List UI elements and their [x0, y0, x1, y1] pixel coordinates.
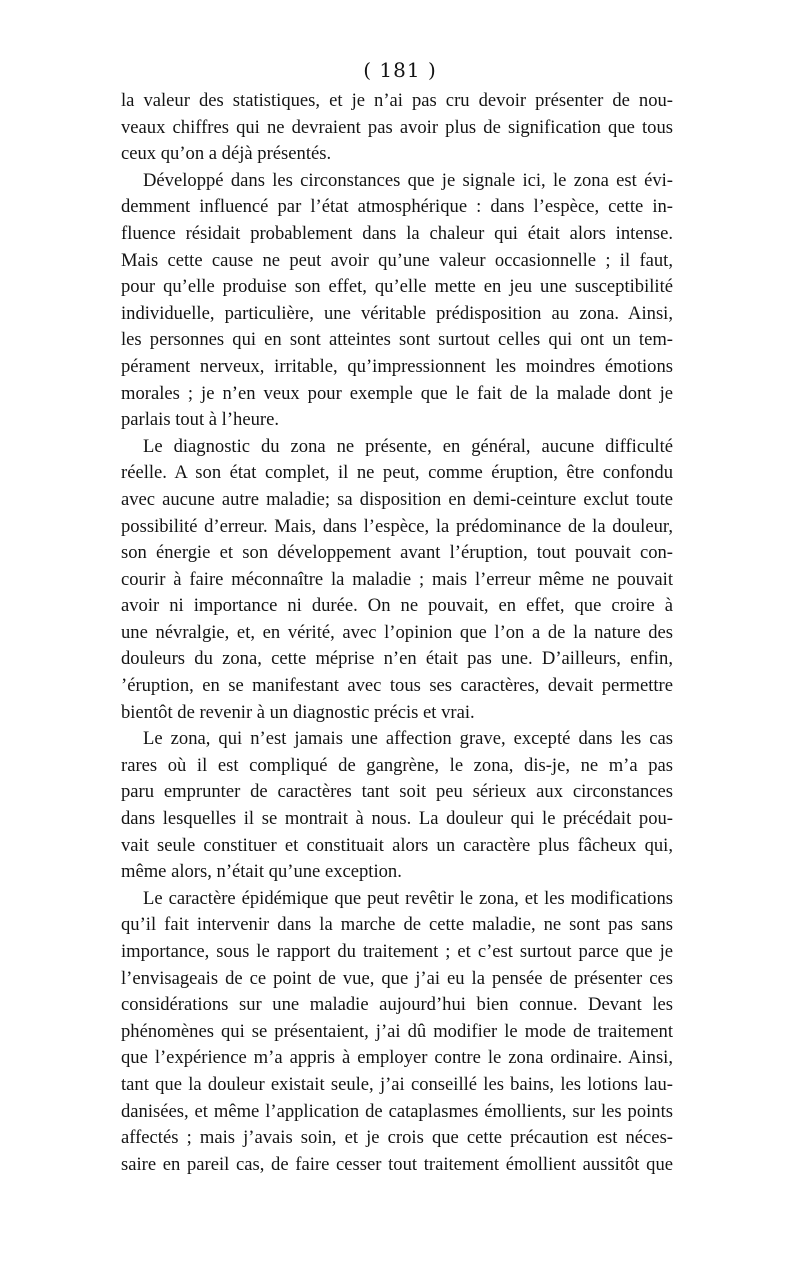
page-number: ( 181 ) — [363, 58, 437, 82]
text-line: dans lesquelles il se montrait à nous. La douleur qui le précédait pou- — [121, 808, 673, 830]
text-line: Le zona, qui n’est jamais une affection grave, excepté dans les cas — [143, 728, 673, 750]
text-line: saire en pareil cas, de faire cesser tout traitement émollient aussitôt que — [121, 1153, 673, 1175]
text-line: Mais cette cause ne peut avoir qu’une valeur occasionnelle ; il faut, — [121, 249, 673, 271]
text-line: ’éruption, en se manifestant avec tous ses caractères, devait permettre — [121, 675, 673, 697]
text-line: phénomènes qui se présentaient, j’ai dû modifier le mode de traitement — [121, 1020, 673, 1042]
text-line: paru emprunter de caractères tant soit peu sérieux aux circonstances — [121, 781, 673, 803]
text-line: avoir ni importance ni durée. On ne pouvait, en effet, que croire à — [121, 595, 673, 617]
text-line: danisées, et même l’application de cataplasmes émollients, sur les points — [121, 1100, 673, 1122]
text-line: Le caractère épidémique que peut revêtir le zona, et les modifications — [143, 887, 673, 909]
text-line: même alors, n’était qu’une exception. — [121, 861, 402, 883]
body-text — [121, 88, 673, 1178]
text-line: ceux qu’on a déjà présentés. — [121, 143, 332, 165]
text-line: possibilité d’erreur. Mais, dans l’espèce, la prédominance de la douleur, — [121, 515, 673, 537]
text-line: douleurs du zona, cette méprise n’en était pas une. D’ailleurs, enfin, — [121, 648, 673, 670]
text-line: parlais tout à l’heure. — [121, 409, 279, 431]
text-line: qu’il fait intervenir dans la marche de cette maladie, ne sont pas sans — [121, 914, 673, 936]
text-line: individuelle, particulière, une véritable prédisposition au zona. Ainsi, — [121, 302, 673, 324]
text-line: considérations sur une maladie aujourd’hui bien connue. Devant les — [121, 994, 673, 1016]
text-line: fluence résidait probablement dans la chaleur qui était alors intense. — [121, 222, 673, 244]
text-line: l’envisageais de ce point de vue, que j’ai eu la pensée de présenter ces — [121, 967, 673, 989]
text-line: pérament nerveux, irritable, qu’impressionnent les moindres émotions — [121, 355, 673, 377]
text-line: avec aucune autre maladie; sa disposition en demi-ceinture exclut toute — [121, 488, 673, 510]
text-line: rares où il est compliqué de gangrène, le zona, dis-je, ne m’a pas — [121, 754, 673, 776]
text-line: bientôt de revenir à un diagnostic précis et vrai. — [121, 701, 475, 723]
text-line: morales ; je n’en veux pour exemple que le fait de la malade dont je — [121, 382, 673, 404]
text-line: son énergie et son développement avant l’éruption, tout pouvait con- — [121, 542, 673, 564]
text-line: la valeur des statistiques, et je n’ai pas cru devoir présenter de nou- — [121, 90, 673, 111]
text-line: que l’expérience m’a appris à employer contre le zona ordinaire. Ainsi, — [121, 1047, 673, 1069]
text-line: tant que la douleur existait seule, j’ai conseillé les bains, les lotions lau- — [121, 1073, 673, 1095]
text-line: veaux chiffres qui ne devraient pas avoir plus de signification que tous — [121, 116, 673, 138]
text-line: une névralgie, et, en vérité, avec l’opinion que l’on a de la nature des — [121, 621, 673, 643]
text-line: demment influencé par l’état atmosphérique : dans l’espèce, cette in- — [121, 196, 673, 218]
text-line: vait seule constituer et constituait alors un caractère plus fâcheux qui, — [121, 834, 673, 856]
text-line: les personnes qui en sont atteintes sont surtout celles qui ont un tem- — [121, 329, 673, 351]
text-line: importance, sous le rapport du traitement ; et c’est surtout parce que je — [121, 941, 673, 962]
text-line: Le diagnostic du zona ne présente, en général, aucune difficulté — [143, 435, 673, 457]
text-line: courir à faire méconnaître la maladie ; mais l’erreur même ne pouvait — [121, 568, 673, 590]
text-line: affectés ; mais j’avais soin, et je crois que cette précaution est néces- — [121, 1127, 673, 1149]
text-line: Développé dans les circonstances que je signale ici, le zona est évi- — [143, 169, 673, 191]
text-line: réelle. A son état complet, il ne peut, comme éruption, être confondu — [121, 462, 673, 484]
text-line: pour qu’elle produise son effet, qu’elle mette en jeu une susceptibilité — [121, 276, 673, 298]
